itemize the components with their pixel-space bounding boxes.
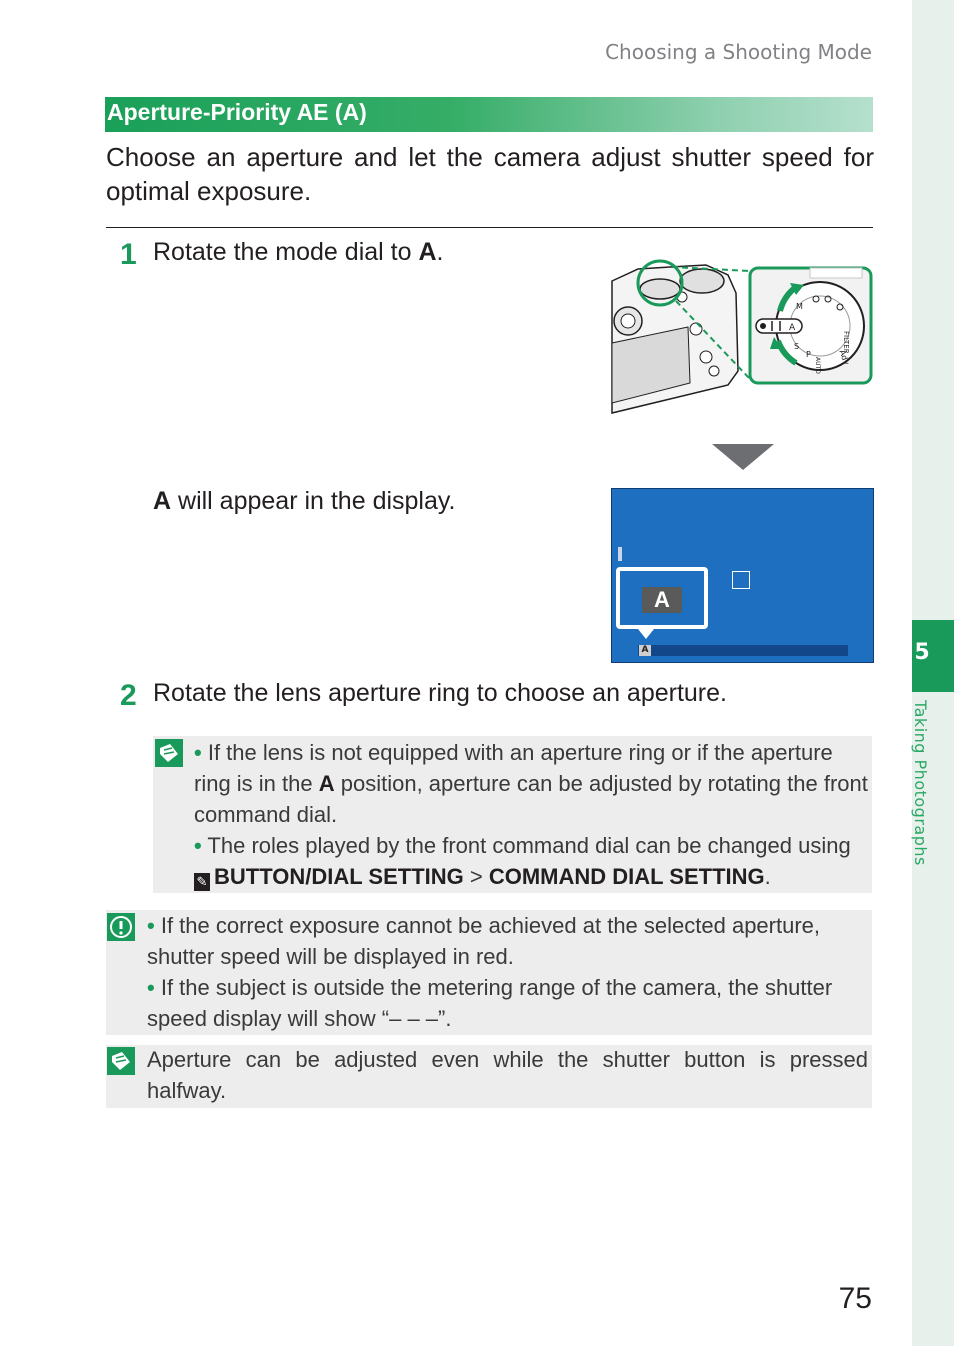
page-number: 75	[838, 1282, 872, 1315]
caution-bullet-2: • If the subject is outside the metering range of the camera, the shutter speed display will show “– – –”.	[147, 975, 833, 1031]
down-arrow-icon	[712, 444, 774, 470]
tip-bullet-1: • If the lens is not equipped with an aperture ring or if the aperture ring is in the A position, aperture can be adjusted by rotating the front command dial.	[194, 740, 868, 827]
dial-label-a: A	[789, 323, 796, 333]
dial-label-auto: AUTO	[814, 357, 821, 374]
intro-paragraph: Choose an aperture and let the camera adjust shutter speed for optimal exposure.	[106, 142, 874, 206]
dial-label-s: S	[794, 342, 800, 351]
tip-bullet-2: • The roles played by the front command dial can be changed using ✎ BUTTON/DIAL SETTING > COMMAND DIAL SETTING.	[194, 833, 851, 889]
zoom-callout	[616, 567, 708, 629]
chapter-number: 5	[914, 640, 930, 665]
divider-rule	[106, 227, 873, 228]
running-head: Choosing a Shooting Mode	[605, 40, 872, 64]
section-title: Aperture-Priority AE (A)	[107, 99, 367, 125]
info-bar-mode: A	[639, 645, 651, 656]
dial-label-adv: Adv	[837, 348, 852, 367]
callout-pointer-icon	[638, 629, 654, 639]
tip-note-icon	[154, 738, 184, 768]
dial-label-filter: FILTER	[842, 331, 850, 354]
camera-mode-dial-illustration	[610, 253, 874, 415]
info-bar	[638, 645, 848, 656]
chapter-title: Taking Photographs	[911, 700, 930, 866]
setup-wrench-icon: ✎	[194, 873, 210, 891]
mode-indicator-a: A	[642, 587, 682, 613]
dial-label-m: M	[796, 302, 803, 311]
caution-bullet-1: • If the correct exposure cannot be achieved at the selected aperture, shutter speed will be displayed in red.	[147, 913, 821, 969]
display-caption: A will appear in the display.	[153, 487, 456, 515]
caution-icon	[106, 912, 136, 942]
step-2-text: Rotate the lens aperture ring to choose an aperture.	[153, 679, 727, 707]
step-1-number: 1	[120, 238, 137, 271]
halfway-note-icon	[106, 1046, 136, 1076]
focus-frame	[732, 571, 750, 589]
halfway-note-text: Aperture can be adjusted even while the shutter button is pressed halfway.	[147, 1047, 868, 1103]
dial-label-p: P	[806, 350, 811, 359]
step-2-number: 2	[120, 679, 137, 712]
step-1-text: Rotate the mode dial to A.	[153, 238, 444, 266]
battery-indicator	[618, 547, 622, 561]
camera-display-screen	[611, 488, 874, 663]
